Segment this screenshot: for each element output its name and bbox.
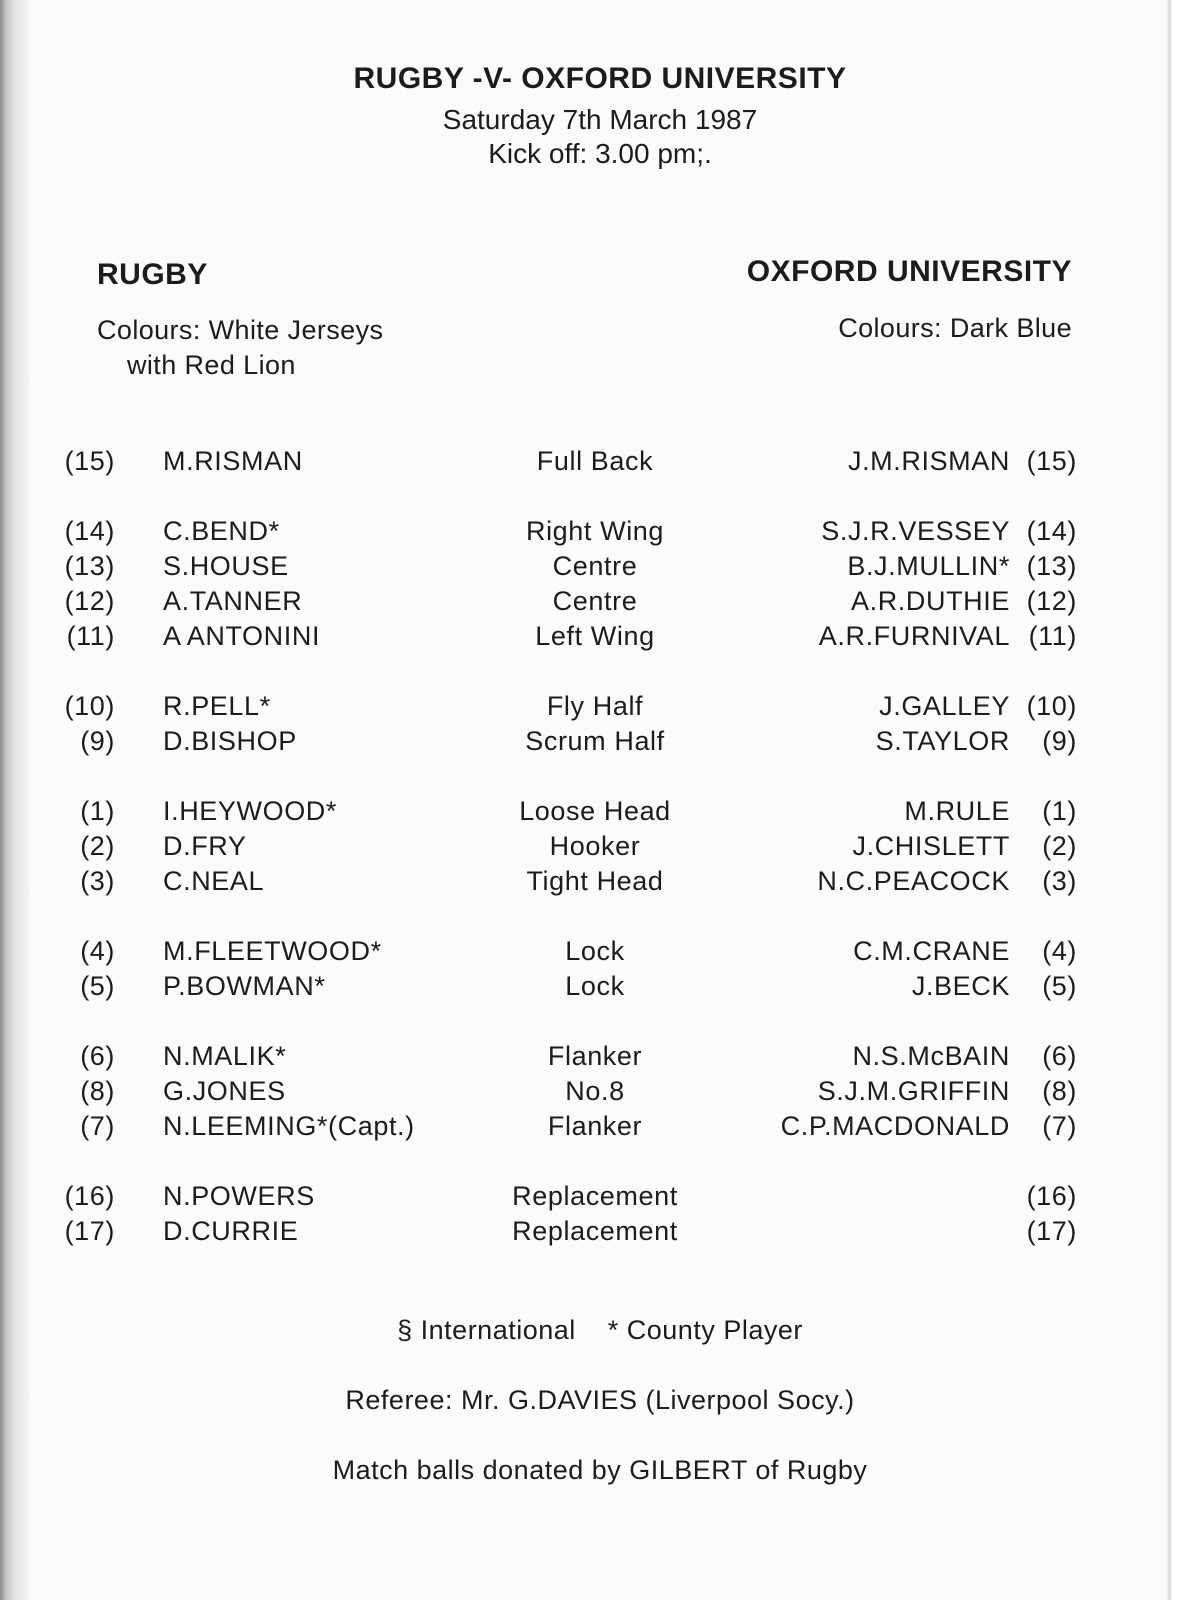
home-team-name: RUGBY	[97, 258, 208, 291]
home-number: (9)	[80, 726, 115, 756]
position: Lock	[565, 936, 625, 966]
away-number: (2)	[1042, 831, 1077, 861]
match-date: Saturday 7th March 1987	[442, 104, 758, 135]
home-player: C.NEAL	[163, 866, 265, 896]
home-number: (6)	[80, 1041, 115, 1071]
away-player: B.J.MULLIN*	[847, 551, 1010, 581]
lineup-row	[0, 586, 1180, 622]
away-player: S.TAYLOR	[875, 726, 1010, 756]
lineup-row	[0, 446, 1180, 482]
away-player: N.C.PEACOCK	[817, 866, 1010, 896]
away-number: (3)	[1042, 866, 1077, 896]
position: Lock	[565, 971, 625, 1001]
home-player: N.MALIK*	[163, 1041, 287, 1071]
position: Fly Half	[546, 691, 644, 721]
position: Loose Head	[519, 796, 671, 826]
referee: Referee: Mr. G.DAVIES (Liverpool Socy.)	[345, 1385, 855, 1415]
match-title: RUGBY -V- OXFORD UNIVERSITY	[353, 62, 847, 95]
away-colours: Colours: Dark Blue	[838, 313, 1072, 343]
lineup-row	[0, 516, 1180, 552]
home-colours-line2: with Red Lion	[127, 350, 296, 380]
away-player: C.M.CRANE	[853, 936, 1010, 966]
lineup-row	[0, 936, 1180, 972]
home-number: (16)	[64, 1181, 115, 1211]
lineup-row	[0, 1041, 1180, 1077]
home-player: N.POWERS	[163, 1181, 315, 1211]
position: Centre	[552, 586, 638, 616]
position: Flanker	[547, 1111, 643, 1141]
home-player: C.BEND*	[163, 516, 280, 546]
lineup-row	[0, 1076, 1180, 1112]
home-player: S.HOUSE	[163, 551, 289, 581]
position: Tight Head	[526, 866, 664, 896]
away-number: (12)	[1026, 586, 1077, 616]
home-player: M.RISMAN	[163, 446, 303, 476]
player-key: § International * County Player	[397, 1315, 803, 1345]
away-number: (14)	[1026, 516, 1077, 546]
home-player: D.BISHOP	[163, 726, 297, 756]
home-player: A.TANNER	[163, 586, 303, 616]
home-player: M.FLEETWOOD*	[163, 936, 382, 966]
away-player: C.P.MACDONALD	[780, 1111, 1010, 1141]
position: Scrum Half	[525, 726, 665, 756]
position: Left Wing	[535, 621, 655, 651]
lineup-row	[0, 796, 1180, 832]
home-number: (5)	[80, 971, 115, 1001]
lineup-row	[0, 691, 1180, 727]
home-number: (13)	[64, 551, 115, 581]
match-balls-sponsor: Match balls donated by GILBERT of Rugby	[332, 1455, 868, 1485]
home-number: (14)	[64, 516, 115, 546]
home-number: (2)	[80, 831, 115, 861]
home-player: R.PELL*	[163, 691, 271, 721]
home-number: (7)	[80, 1111, 115, 1141]
away-number: (4)	[1042, 936, 1077, 966]
away-number: (16)	[1026, 1181, 1077, 1211]
lineup-row	[0, 971, 1180, 1007]
away-number: (8)	[1042, 1076, 1077, 1106]
home-player: D.FRY	[163, 831, 247, 861]
lineup-row	[0, 866, 1180, 902]
away-number: (9)	[1042, 726, 1077, 756]
position: Replacement	[512, 1216, 678, 1246]
home-number: (11)	[66, 621, 115, 651]
away-player: M.RULE	[904, 796, 1010, 826]
lineup-row	[0, 551, 1180, 587]
home-number: (3)	[80, 866, 115, 896]
away-number: (7)	[1042, 1111, 1077, 1141]
home-number: (10)	[64, 691, 115, 721]
away-number: (5)	[1042, 971, 1077, 1001]
away-player: A.R.DUTHIE	[850, 586, 1010, 616]
home-number: (12)	[64, 586, 115, 616]
away-number: (15)	[1026, 446, 1077, 476]
away-player: N.S.McBAIN	[852, 1041, 1010, 1071]
away-number: (11)	[1028, 621, 1077, 651]
away-player: J.M.RISMAN	[847, 446, 1010, 476]
away-number: (13)	[1026, 551, 1077, 581]
away-number: (17)	[1026, 1216, 1077, 1246]
home-player: I.HEYWOOD*	[163, 796, 338, 826]
away-player: J.CHISLETT	[852, 831, 1010, 861]
position: Flanker	[547, 1041, 643, 1071]
home-number: (1)	[80, 796, 115, 826]
home-player: A ANTONINI	[163, 621, 321, 651]
away-player: S.J.M.GRIFFIN	[817, 1076, 1010, 1106]
position: Hooker	[549, 831, 641, 861]
home-player: D.CURRIE	[163, 1216, 299, 1246]
away-player: S.J.R.VESSEY	[821, 516, 1010, 546]
position: Replacement	[512, 1181, 678, 1211]
position: Centre	[552, 551, 638, 581]
position: Full Back	[536, 446, 654, 476]
home-colours-line1: Colours: White Jerseys	[97, 315, 384, 345]
home-number: (4)	[80, 936, 115, 966]
lineup-row	[0, 1111, 1180, 1147]
kickoff-time: Kick off: 3.00 pm;.	[488, 138, 712, 169]
home-player: P.BOWMAN*	[163, 971, 326, 1001]
away-team-name: OXFORD UNIVERSITY	[746, 255, 1072, 288]
away-player: J.GALLEY	[879, 691, 1010, 721]
lineup-row	[0, 1216, 1180, 1252]
home-number: (17)	[64, 1216, 115, 1246]
away-player: A.R.FURNIVAL	[818, 621, 1010, 651]
away-number: (6)	[1042, 1041, 1077, 1071]
position: Right Wing	[525, 516, 665, 546]
home-player: G.JONES	[163, 1076, 286, 1106]
lineup-row	[0, 726, 1180, 762]
lineup-row	[0, 1181, 1180, 1217]
away-number: (10)	[1026, 691, 1077, 721]
away-player: J.BECK	[911, 971, 1010, 1001]
away-number: (1)	[1042, 796, 1077, 826]
home-number: (15)	[64, 446, 115, 476]
lineup-row	[0, 831, 1180, 867]
home-player: N.LEEMING*(Capt.)	[163, 1111, 415, 1141]
lineup-row	[0, 621, 1180, 657]
home-number: (8)	[80, 1076, 115, 1106]
position: No.8	[565, 1076, 625, 1106]
